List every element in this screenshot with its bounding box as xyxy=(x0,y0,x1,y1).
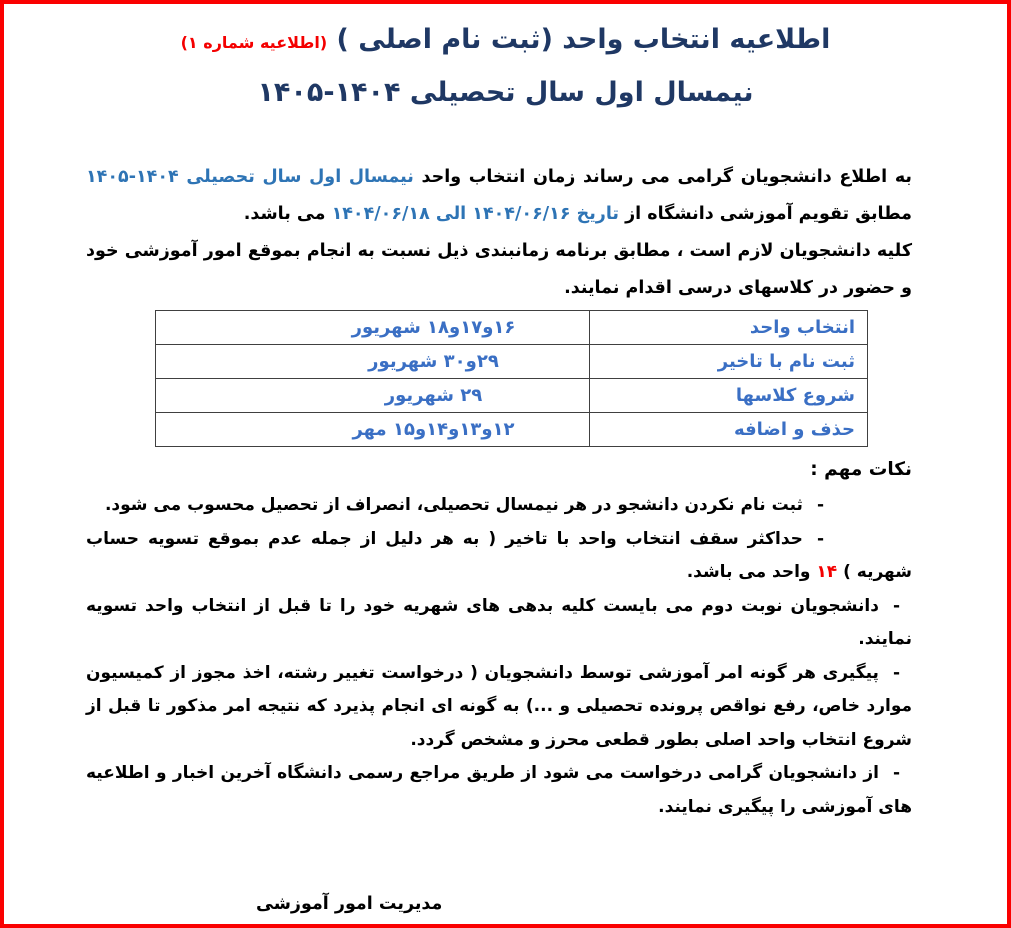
schedule-label: انتخاب واحد xyxy=(590,311,868,345)
table-row xyxy=(156,311,868,345)
schedule-label: ثبت نام با تاخیر xyxy=(590,345,868,379)
list-item xyxy=(86,757,912,824)
page-subtitle: نیمسال اول سال تحصیلی ۱۴۰۴-۱۴۰۵ xyxy=(257,77,754,108)
list-item xyxy=(86,523,912,590)
schedule-table xyxy=(155,310,868,447)
schedule-value: ۲۹و۳۰ شهریور xyxy=(156,345,590,379)
dash-bullet: - xyxy=(816,528,824,549)
intro-paragraph-1 xyxy=(86,159,912,233)
page-title xyxy=(4,20,1007,63)
schedule-value: ۱۲و۱۳و۱۴و۱۵ مهر xyxy=(156,413,590,447)
signature: مدیریت امور آموزشی xyxy=(256,894,443,914)
schedule-label: شروع کلاسها xyxy=(590,379,868,413)
note-text: دانشجویان نوبت دوم می بایست کلیه بدهی های شهریه خود را تا قبل از انتخاب واحد تسویه نمایند. xyxy=(86,595,912,649)
list-item xyxy=(86,489,912,523)
title-main-text: اطلاعیه انتخاب واحد (ثبت نام اصلی ) xyxy=(327,24,831,55)
note-text: پیگیری هر گونه امر آموزشی توسط دانشجویان ( درخواست تغییر رشته، اخذ مجوز از کمیسیون موارد خاص، رفع نواقص پرونده تحصیلی و ...) به گونه ای انجام پذیرد که نتیجه امر مذکور تا قبل از شروع انتخاب واحد اصلی بطور قطعی محرز و مشخص گردد. xyxy=(86,662,912,750)
intro-paragraph-2: کلیه دانشجویان لازم است ، مطابق برنامه زمانبندی ذیل نسبت به انجام بموقع امور آموزشی خود و حضور در کلاسهای درسی اقدام نمایند. xyxy=(86,241,912,298)
list-item xyxy=(86,590,912,657)
schedule-value: ۱۶و۱۷و۱۸ شهریور xyxy=(156,311,590,345)
p1-text-c: مطابق تقویم آموزشی دانشگاه از xyxy=(619,204,912,224)
dash-bullet: - xyxy=(892,595,900,616)
notes-heading: نکات مهم : xyxy=(810,459,912,480)
table-row xyxy=(156,379,868,413)
p1-dates-highlight: تاریخ ۱۴۰۴/۰۶/۱۶ الی ۱۴۰۴/۰۶/۱۸ xyxy=(331,204,619,224)
note-text: از دانشجویان گرامی درخواست می شود از طریق مراجع رسمی دانشگاه آخرین اخبار و اطلاعیه های آموزشی را پیگیری نمایند. xyxy=(86,763,912,817)
dash-bullet: - xyxy=(816,495,824,515)
document-header xyxy=(4,20,1007,113)
schedule-value: ۲۹ شهریور xyxy=(156,379,590,413)
note-text: ثبت نام نکردن دانشجو در هر نیمسال تحصیلی، انصراف از تحصیل محسوب می شود. xyxy=(104,495,803,515)
note-text: واحد می باشد. xyxy=(686,562,817,582)
dash-bullet: - xyxy=(892,662,900,683)
notes-list xyxy=(86,489,912,824)
note-text: حداکثر سقف انتخاب واحد با تاخیر ( به هر دلیل از جمله عدم بموقع تسویه حساب شهریه ) xyxy=(86,528,912,582)
intro-paragraphs xyxy=(86,159,912,307)
p1-text-a: به اطلاع دانشجویان گرامی می رساند زمان انتخاب واحد xyxy=(413,167,913,187)
table-row xyxy=(156,413,868,447)
dash-bullet: - xyxy=(892,763,900,783)
schedule-label: حذف و اضافه xyxy=(590,413,868,447)
p1-semester-highlight: نیمسال اول سال تحصیلی ۱۴۰۴-۱۴۰۵ xyxy=(86,167,414,187)
title-note-red: (اطلاعیه شماره ۱) xyxy=(180,33,328,52)
table-row xyxy=(156,345,868,379)
p1-text-e: می باشد. xyxy=(243,204,332,224)
units-limit-highlight: ۱۴ xyxy=(816,562,838,582)
list-item xyxy=(86,657,912,758)
document-body xyxy=(4,159,1007,914)
